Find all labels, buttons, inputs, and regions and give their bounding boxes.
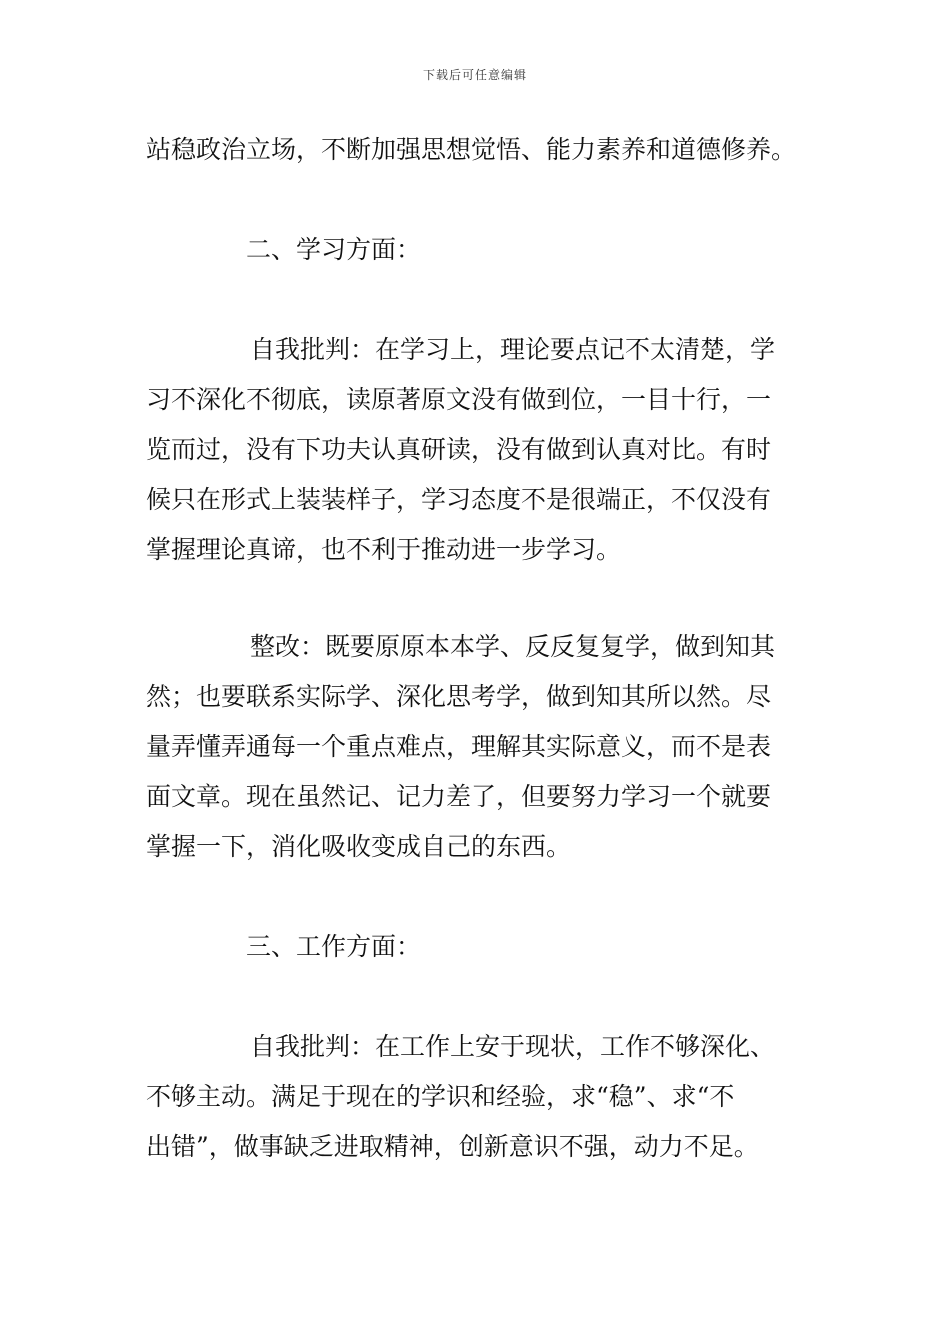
- text-line: 出错”，做事缺乏进取精神，创新意识不强，动力不足。: [146, 1132, 759, 1161]
- text-line: 整改：既要原原本本学、反反复复学，做到知其: [250, 632, 776, 661]
- text-line: 站稳政治立场，不断加强思想觉悟、能力素养和道德修养。: [146, 135, 797, 164]
- text-line: 掌握理论真谛，也不利于推动进一步学习。: [146, 535, 622, 564]
- section-heading-work: 三、工作方面：: [246, 932, 422, 961]
- text-line: 量弄懂弄通每一个重点难点，理解其实际意义，而不是表: [146, 732, 772, 761]
- section-heading-study: 二、学习方面：: [246, 235, 422, 264]
- text-line: 自我批判：在工作上安于现状，工作不够深化、: [250, 1032, 776, 1061]
- text-line: 候只在形式上装装样子，学习态度不是很端正，不仅没有: [146, 485, 772, 514]
- text-line: 面文章。现在虽然记、记力差了，但要努力学习一个就要: [146, 782, 772, 811]
- text-line: 自我批判：在学习上，理论要点记不太清楚，学: [250, 335, 776, 364]
- text-line: 习不深化不彻底，读原著原文没有做到位，一目十行，一: [146, 385, 772, 414]
- text-line: 然；也要联系实际学、深化思考学，做到知其所以然。尽: [146, 682, 772, 711]
- text-line: 不够主动。满足于现在的学识和经验，求“稳”、求“不: [146, 1082, 735, 1111]
- page-header: 下载后可任意编辑: [422, 68, 527, 82]
- text-line: 览而过，没有下功夫认真研读，没有做到认真对比。有时: [146, 435, 772, 464]
- text-line: 掌握一下，消化吸收变成自己的东西。: [146, 832, 572, 861]
